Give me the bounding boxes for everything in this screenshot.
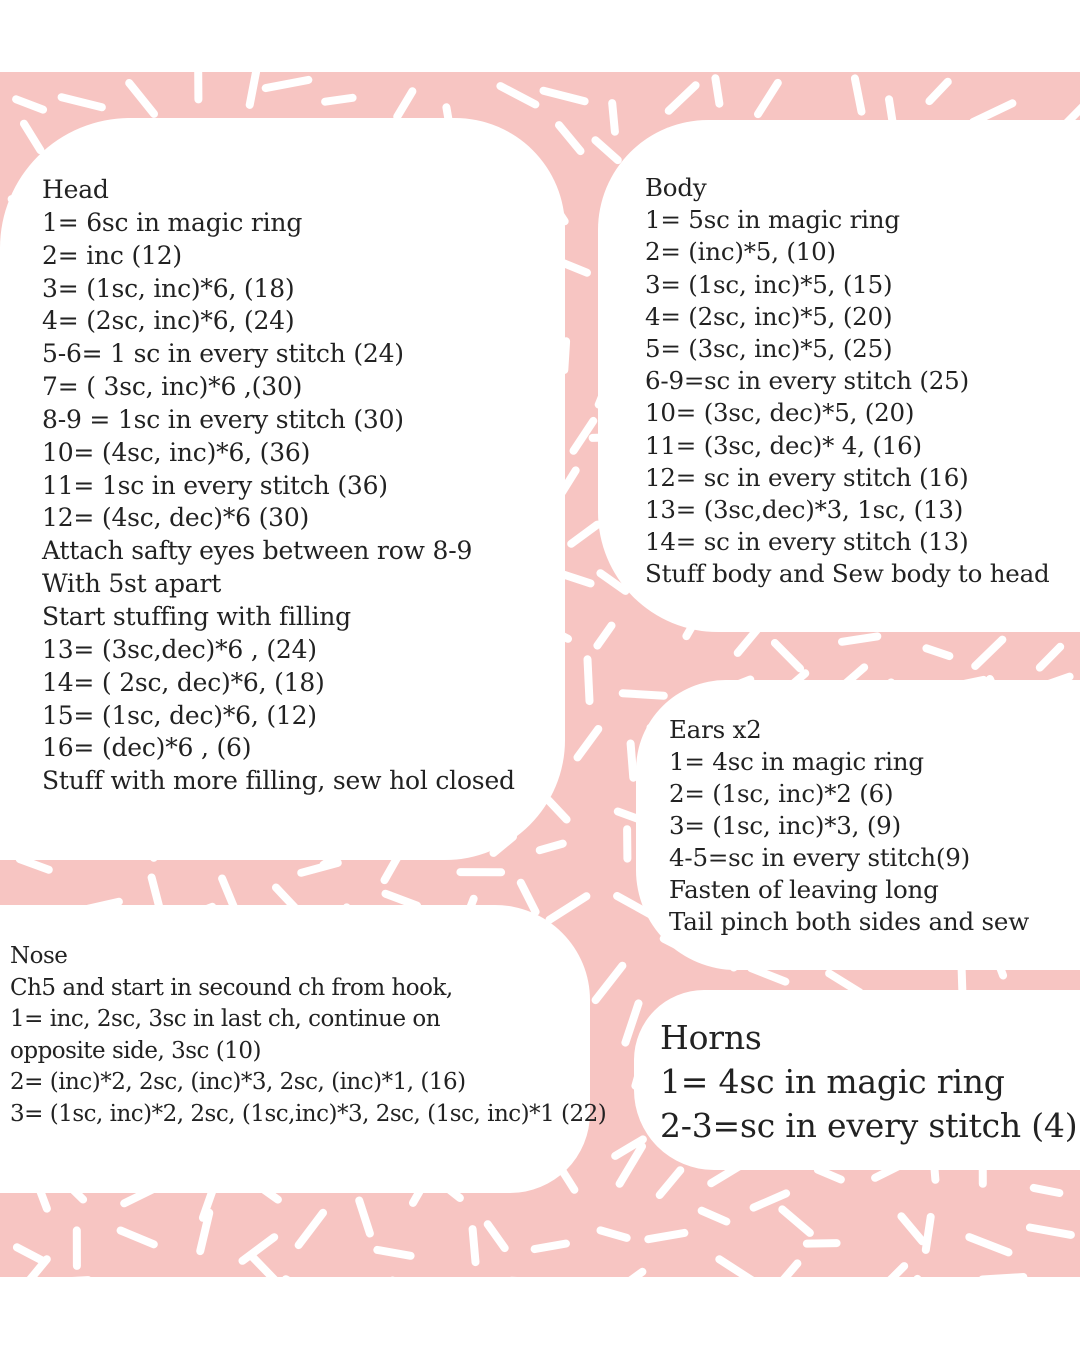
nose-line: 2= (inc)*2, 2sc, (inc)*3, 2sc, (inc)*1, (16)	[10, 1069, 466, 1095]
body-card	[598, 120, 1080, 632]
body-line: Stuff body and Sew body to head	[645, 559, 1050, 589]
nose-line: opposite side, 3sc (10)	[10, 1037, 261, 1064]
sprinkle	[612, 103, 615, 132]
sprinkle	[1030, 1228, 1071, 1235]
sprinkle	[669, 85, 696, 111]
body-line: 12= sc in every stitch (16)	[645, 462, 969, 492]
sprinkle	[601, 1230, 627, 1238]
head-line: 7= ( 3sc, inc)*6 ,(30)	[42, 372, 303, 402]
sprinkle	[549, 800, 567, 819]
body-line: 4= (2sc, inc)*5, (20)	[645, 301, 893, 331]
body-line: 14= sc in every stitch (13)	[645, 527, 969, 557]
sprinkle	[969, 1237, 1008, 1252]
head-line: Stuff with more filling, sew hol closed	[42, 766, 515, 796]
body-line: 1= 5sc in magic ring	[645, 205, 900, 235]
sprinkle	[385, 857, 398, 880]
sprinkle	[719, 1259, 752, 1277]
sprinkle	[488, 1224, 505, 1248]
head-line: 12= (4sc, dec)*6 (30)	[42, 503, 310, 533]
body-line: 3= (1sc, inc)*5, (15)	[645, 269, 893, 299]
ears-line: 4-5=sc in every stitch(9)	[669, 843, 970, 872]
sprinkle	[901, 1216, 922, 1241]
head-line: 11= 1sc in every stitch (36)	[42, 470, 388, 500]
sprinkle	[588, 659, 590, 701]
sprinkle	[473, 1229, 476, 1262]
sprinkle	[16, 99, 43, 109]
nose-title: Nose	[10, 943, 68, 969]
horns-card	[634, 990, 1080, 1170]
sprinkle	[975, 640, 1002, 666]
ears-line: Tail pinch both sides and sew	[669, 907, 1029, 936]
sprinkle	[1034, 1188, 1060, 1193]
sprinkle	[702, 1211, 727, 1222]
sprinkle	[397, 91, 412, 116]
sprinkle	[855, 78, 862, 111]
sprinkle	[62, 97, 102, 107]
sprinkle	[782, 1209, 810, 1233]
ears-line: 3= (1sc, inc)*3, (9)	[669, 811, 901, 840]
sprinkle	[20, 859, 49, 870]
sprinkle	[359, 1201, 370, 1234]
sprinkle	[535, 1244, 566, 1250]
nose-card	[0, 905, 607, 1193]
body-title: Body	[645, 173, 707, 202]
ears-title: Ears x2	[669, 715, 762, 744]
sprinkle	[266, 80, 309, 88]
head-card	[0, 118, 565, 860]
sprinkle	[250, 72, 256, 105]
sprinkle	[751, 968, 785, 981]
head-line: With 5st apart	[42, 569, 222, 599]
sprinkle	[544, 91, 585, 102]
head-line: Attach safty eyes between row 8-9	[42, 536, 473, 566]
head-line: 4= (2sc, inc)*6, (24)	[42, 306, 295, 336]
sprinkle	[648, 1233, 684, 1239]
sprinkle	[121, 1231, 154, 1245]
sprinkle	[597, 626, 611, 646]
nose-line: 3= (1sc, inc)*2, 2sc, (1sc,inc)*3, 2sc, (1sc, inc)*1 (22)	[10, 1100, 607, 1127]
head-line: 5-6= 1 sc in every stitch (24)	[42, 339, 404, 369]
sprinkle	[17, 1247, 44, 1261]
sprinkle	[595, 140, 617, 160]
body-line: 5= (3sc, inc)*5, (25)	[645, 334, 893, 364]
sprinkle	[623, 693, 664, 696]
sprinkle	[377, 1250, 410, 1256]
sprinkle	[625, 1003, 638, 1042]
ears-card	[636, 680, 1080, 970]
body-line: 13= (3sc,dec)*3, 1sc, (13)	[645, 495, 964, 525]
ears-line: 1= 4sc in magic ring	[669, 747, 924, 776]
head-line: 1= 6sc in magic ring	[42, 207, 303, 237]
body-line: 10= (3sc, dec)*5, (20)	[645, 398, 915, 428]
sprinkle	[571, 525, 597, 544]
sprinkle	[715, 78, 719, 104]
sprinkle	[758, 83, 778, 114]
horns-line: 2-3=sc in every stitch (4)	[660, 1106, 1078, 1145]
head-line: Start stuffing with filling	[42, 601, 351, 631]
sprinkle	[386, 894, 418, 906]
sprinkle	[550, 896, 587, 920]
sprinkle	[778, 1263, 798, 1277]
sprinkle	[754, 1193, 787, 1207]
head-line: 2= inc (12)	[42, 240, 182, 270]
head-line: 15= (1sc, dec)*6, (12)	[42, 700, 317, 730]
sprinkle	[24, 124, 40, 151]
nose-line: 1= inc, 2sc, 3sc in last ch, continue on	[10, 1006, 441, 1032]
head-line: 14= ( 2sc, dec)*6, (18)	[42, 667, 325, 697]
sprinkle	[500, 86, 535, 104]
sprinkle	[1040, 647, 1060, 668]
head-line: 16= (dec)*6 , (6)	[42, 733, 252, 763]
sprinkle	[842, 636, 877, 641]
sprinkle	[818, 1170, 841, 1180]
sprinkle	[521, 883, 536, 912]
body-line: 11= (3sc, dec)* 4, (16)	[645, 430, 922, 460]
head-title: Head	[42, 175, 109, 204]
sprinkle	[252, 1257, 278, 1277]
sprinkle	[775, 643, 800, 669]
ears-line: 2= (1sc, inc)*2 (6)	[669, 779, 894, 808]
sprinkle	[926, 1217, 931, 1250]
sprinkle	[660, 1170, 681, 1195]
head-line: 10= (4sc, inc)*6, (36)	[42, 437, 311, 467]
sprinkle	[929, 82, 947, 101]
head-line: 8-9 = 1sc in every stitch (30)	[42, 404, 404, 434]
head-line: 13= (3sc,dec)*6 , (24)	[42, 634, 317, 664]
sprinkle	[807, 1243, 837, 1244]
horns-title: Horns	[660, 1018, 762, 1057]
horns-line: 1= 4sc in magic ring	[660, 1062, 1005, 1101]
body-line: 6-9=sc in every stitch (25)	[645, 366, 969, 396]
sprinkle	[325, 98, 353, 102]
sprinkle	[631, 744, 634, 778]
ears-line: Fasten of leaving long	[669, 875, 939, 904]
sprinkle	[578, 729, 599, 757]
body-line: 2= (inc)*5, (10)	[645, 237, 836, 267]
nose-line: Ch5 and start in secound ch from hook,	[10, 974, 453, 1001]
sprinkle	[129, 83, 154, 114]
head-line: 3= (1sc, inc)*6, (18)	[42, 273, 295, 303]
sprinkle	[926, 648, 949, 656]
sprinkle	[885, 1266, 905, 1277]
sprinkle	[559, 125, 581, 151]
sprinkle	[540, 844, 563, 851]
sprinkle	[152, 878, 160, 907]
sprinkle	[608, 1272, 642, 1277]
sprinkle	[299, 1213, 323, 1245]
sprinkle	[596, 966, 623, 1000]
